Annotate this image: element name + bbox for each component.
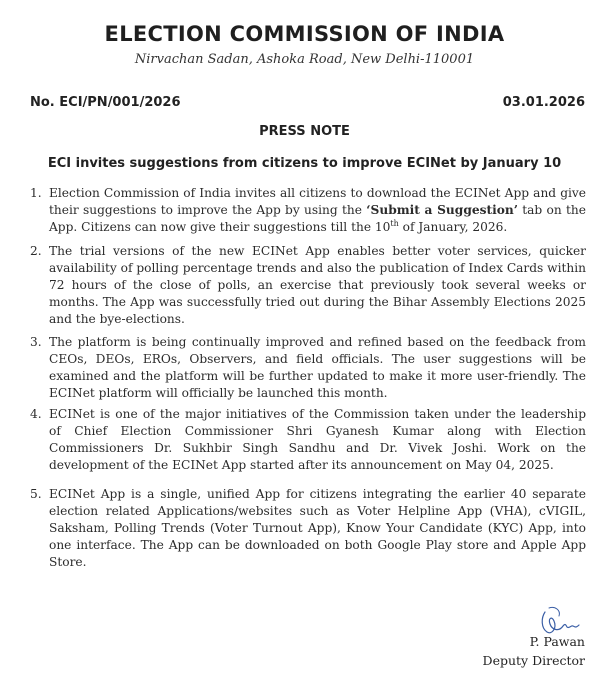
paragraph-number: 4. bbox=[30, 407, 42, 421]
paragraph-text bbox=[49, 486, 586, 571]
paragraph-line: months. The App was successfully tried out during the Bihar Assembly Elections 2025 bbox=[49, 295, 586, 309]
document-date: 03.01.2026 bbox=[502, 95, 585, 110]
paragraph-line: availability of polling percentage trends and also the publication of Index Cards within bbox=[49, 261, 586, 275]
paragraph-number: 5. bbox=[30, 487, 42, 501]
paragraph-line: 72 hours of the close of polls, an exercise that previously took several weeks or bbox=[49, 278, 586, 292]
paragraph-line: App. Citizens can now give their suggestions till the 10th of January, 2026. bbox=[49, 218, 508, 234]
paragraph-line: one interface. The App can be downloaded on both Google Play store and Apple App bbox=[49, 538, 586, 552]
paragraph-line: Store. bbox=[49, 555, 87, 569]
paragraph-number: 2. bbox=[30, 244, 42, 258]
paragraph-3 bbox=[30, 334, 586, 406]
paragraph-line: CEOs, DEOs, EROs, Observers, and field officials. The user suggestions will be bbox=[49, 352, 586, 366]
document-title: PRESS NOTE bbox=[259, 124, 350, 139]
paragraph-line: election related Applications/websites such as Voter Helpline App (VHA), cVIGIL, bbox=[49, 504, 586, 518]
paragraph-line: Election Commission of India invites all citizens to download the ECINet App and give bbox=[49, 186, 586, 200]
paragraph-5 bbox=[30, 486, 586, 576]
paragraph-line: of Chief Election Commissioner Shri Gyanesh Kumar along with Election bbox=[49, 424, 586, 438]
paragraph-number: 1. bbox=[30, 186, 42, 200]
paragraph-line: and the bye-elections. bbox=[49, 312, 185, 326]
paragraph-line: The trial versions of the new ECINet App enables better voter services, quicker bbox=[49, 244, 586, 258]
paragraph-line: ECINet platform will officially be launched this month. bbox=[49, 386, 388, 400]
paragraph-line: Saksham, Polling Trends (Voter Turnout App), Know Your Candidate (KYC) App, into bbox=[49, 521, 586, 535]
organization-address: Nirvachan Sadan, Ashoka Road, New Delhi-110001 bbox=[134, 52, 475, 67]
paragraph-text bbox=[49, 185, 586, 236]
paragraph-4 bbox=[30, 406, 586, 478]
paragraph-number: 3. bbox=[30, 335, 42, 349]
paragraph-1 bbox=[30, 185, 586, 241]
paragraph-line: The platform is being continually improved and refined based on the feedback from bbox=[49, 335, 586, 349]
bold-phrase: ‘Submit a Suggestion’ bbox=[366, 203, 518, 217]
paragraph-line: their suggestions to improve the App by using the ‘Submit a Suggestion’ tab on the bbox=[49, 203, 586, 217]
document-subject: ECI invites suggestions from citizens to improve ECINet by January 10 bbox=[47, 156, 562, 171]
paragraph-text bbox=[49, 406, 586, 474]
paragraph-line: examined and the platform will be further updated to make it more user-friendly. The bbox=[49, 369, 586, 383]
paragraph-line: ECINet App is a single, unified App for citizens integrating the earlier 40 separate bbox=[49, 487, 586, 501]
organization-heading: ELECTION COMMISSION OF INDIA bbox=[104, 22, 505, 46]
paragraph-text bbox=[49, 243, 586, 328]
paragraph-line: ECINet is one of the major initiatives of the Commission taken under the leadership bbox=[49, 407, 586, 421]
paragraph-2 bbox=[30, 243, 586, 333]
signatory-designation: Deputy Director bbox=[482, 653, 585, 668]
paragraph-line: Commissioners Dr. Sukhbir Singh Sandhu and Dr. Vivek Joshi. Work on the bbox=[49, 441, 586, 455]
signatory-name: P. Pawan bbox=[529, 634, 585, 649]
paragraph-line: development of the ECINet App started after its announcement on May 04, 2025. bbox=[49, 458, 554, 472]
paragraph-text bbox=[49, 334, 586, 402]
reference-number: No. ECI/PN/001/2026 bbox=[30, 95, 181, 110]
